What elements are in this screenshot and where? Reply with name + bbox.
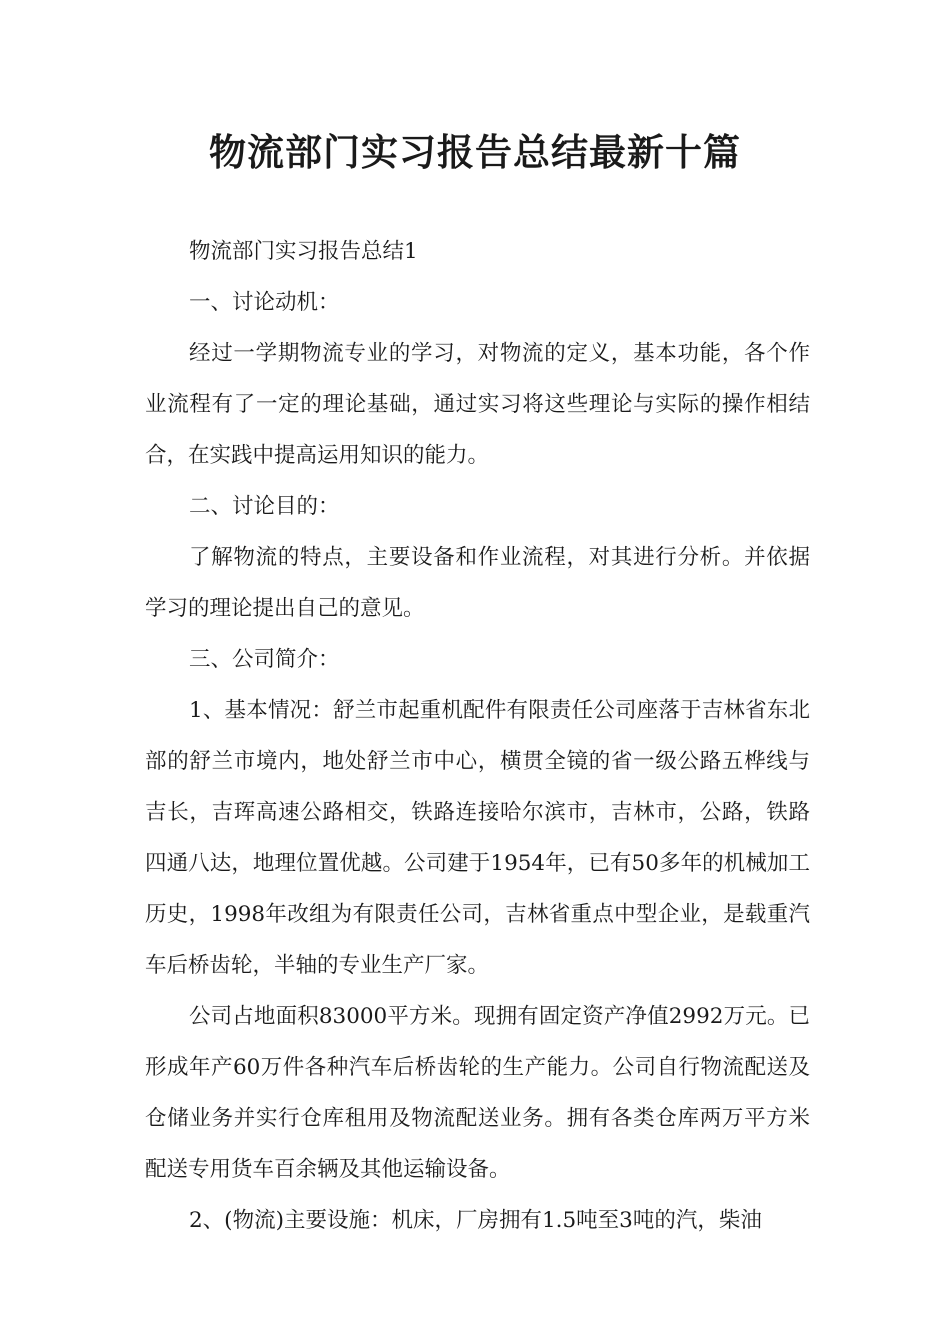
document-body xyxy=(145,226,810,1246)
paragraph-main-facilities: 2、(物流)主要设施：机床，厂房拥有1.5吨至3吨的汽，柴油 xyxy=(189,1208,762,1233)
paragraph-company-scale: 公司占地面积83000平方米。现拥有固定资产净值2992万元。已形成年产60万件各种汽车后桥齿轮的生产能力。公司自行物流配送及仓储业务并实行仓库租用及物流配送业务。拥有各类仓库两万平方米配送专用货车百余辆及其他运输设备。 xyxy=(145,1004,810,1182)
section-heading-purpose: 二、讨论目的： xyxy=(189,494,340,519)
paragraph-motivation: 经过一学期物流专业的学习，对物流的定义，基本功能，各个作业流程有了一定的理论基础，通过实习将这些理论与实际的操作相结合，在实践中提高运用知识的能力。 xyxy=(145,341,810,468)
section-heading-motivation: 一、讨论动机： xyxy=(189,290,340,315)
section-heading-company-intro: 三、公司简介： xyxy=(189,647,340,672)
document-title: 物流部门实习报告总结最新十篇 xyxy=(209,131,741,174)
paragraph-purpose: 了解物流的特点，主要设备和作业流程，对其进行分析。并依据学习的理论提出自己的意见。 xyxy=(145,545,810,621)
section-heading-report-1: 物流部门实习报告总结1 xyxy=(189,239,418,264)
paragraph-basic-info: 1、基本情况：舒兰市起重机配件有限责任公司座落于吉林省东北部的舒兰市境内，地处舒兰市中心，横贯全镜的省一级公路五桦线与吉长，吉珲高速公路相交，铁路连接哈尔滨市，吉林市，公路，铁路四通八达，地理位置优越。公司建于1954年，已有50多年的机械加工历史，1998年改组为有限责任公司，吉林省重点中型企业，是载重汽车后桥齿轮，半轴的专业生产厂家。 xyxy=(145,698,810,978)
